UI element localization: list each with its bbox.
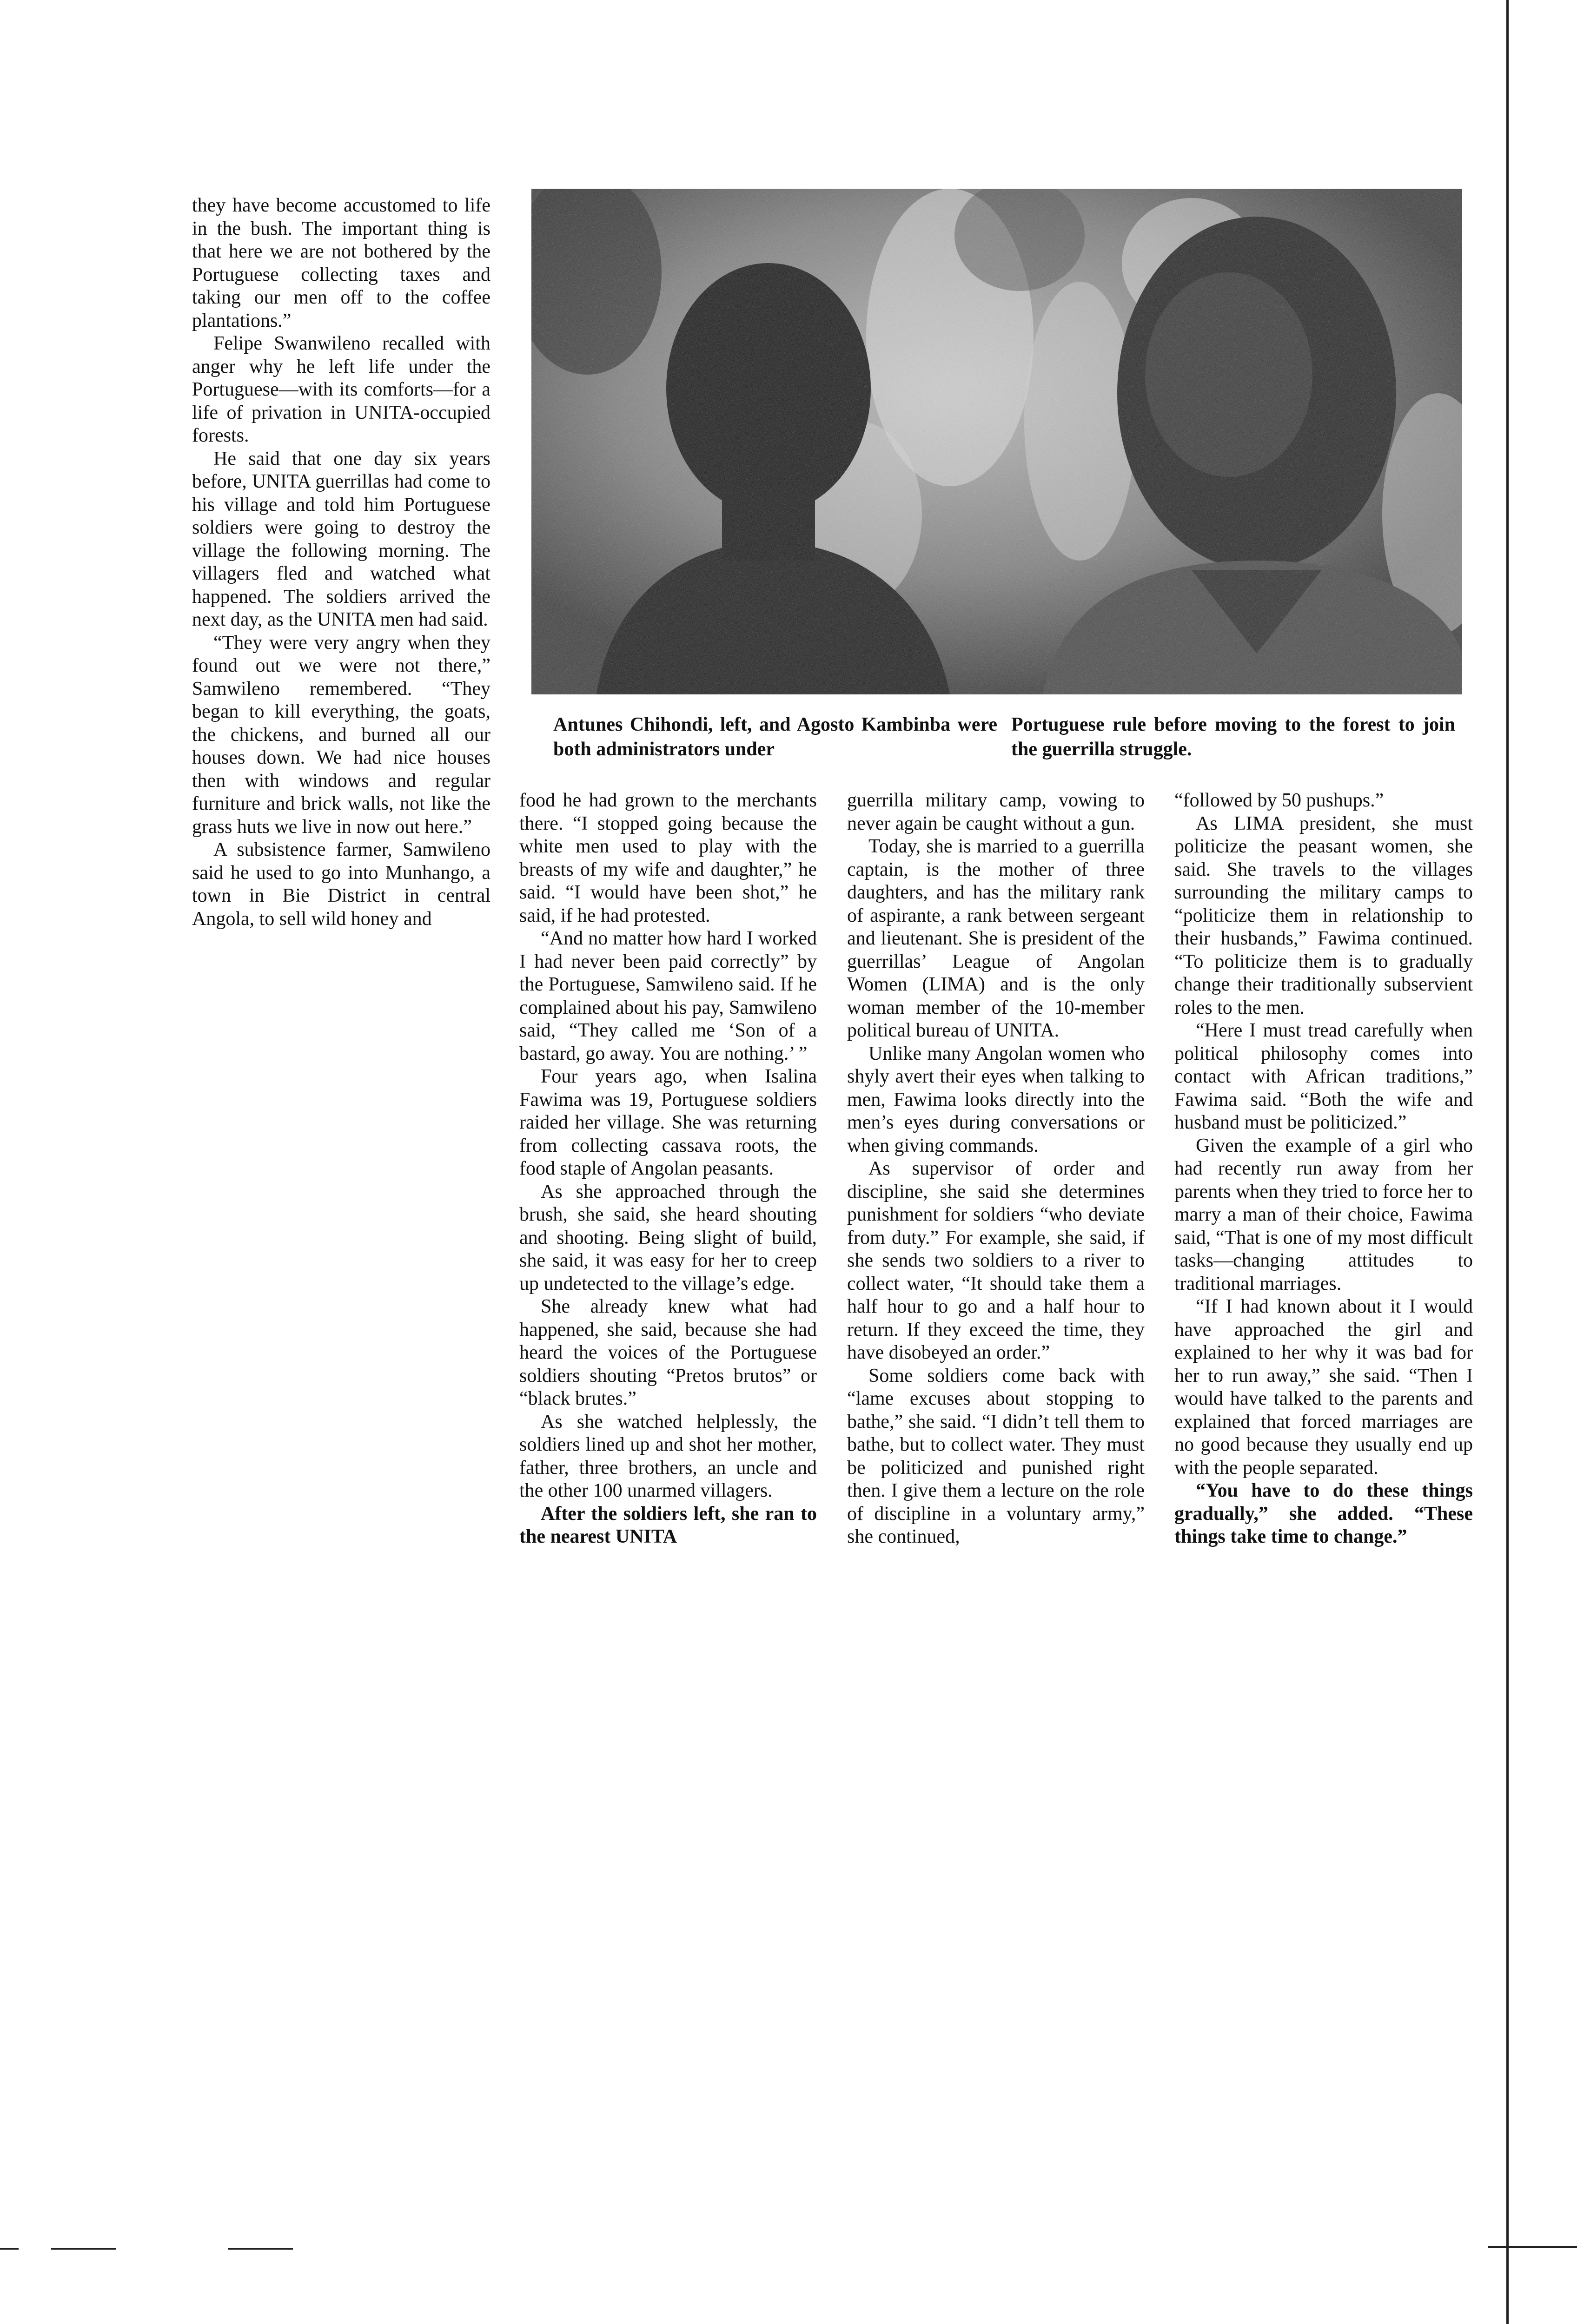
article-column-4 (1174, 789, 1473, 1549)
photo-caption-left: Antunes Chihondi, left, and Agosto Kambinba were both administrators under (553, 714, 997, 760)
article-column-1 (192, 194, 490, 931)
paragraph: Some soldiers come back with “lame excuses about stopping to bathe,” she said. “I didn’t tell them to bathe, but to collect water. They must be politicized and punished right then. I give them a lecture on the role of discipline in a voluntary army,” she continued, (847, 1365, 1145, 1547)
paragraph: As LIMA president, she must politicize the peasant women, she said. She travels to the villages surrounding the military camps to “politicize them in relationship to their husbands,” Fawima continued. “To politicize them is to gradually change their traditionally subservient roles to the men. (1174, 812, 1473, 1018)
article-column-3 (847, 789, 1145, 1549)
paragraph: Unlike many Angolan women who shyly avert their eyes when talking to men, Fawima looks directly into the men’s eyes during conversations or when giving commands. (847, 1043, 1145, 1156)
paragraph: guerrilla military camp, vowing to never again be caught without a gun. (847, 790, 1145, 834)
paragraph: “And no matter how hard I worked I had never been paid correctly” by the Portuguese, Samwileno said. If he complained about his pay, Samwileno said, “They called me ‘Son of a bastard, go away. You are nothing.’ ” (519, 928, 817, 1064)
paragraph: As supervisor of order and discipline, she said she determines punishment for soldiers “who deviate from duty.” For example, she said, if she sends two soldiers to a river to collect water, “It should take them a half hour to go and a half hour to return. If they exceed the time, they have disobeyed an order.” (847, 1158, 1145, 1363)
paragraph: they have become accustomed to life in the bush. The important thing is that here we are not bothered by the Portuguese collecting taxes and taking our men off to the coffee plantations.” (192, 195, 490, 331)
news-photo (531, 189, 1462, 694)
paragraph: food he had grown to the merchants there. “I stopped going because the white men used to play with the breasts of my wife and daughter,” he said. “I would have been shot,” he said, if he had protested. (519, 790, 817, 926)
paragraph: “They were very angry when they found out we were not there,” Samwileno remembered. “They began to kill everything, the goats, the chickens, and burned all our houses down. We had nice houses then with windows and regular furniture and brick walls, not like the grass huts we live in now out here.” (192, 632, 490, 838)
paragraph: Today, she is married to a guerrilla captain, is the mother of three daughters, and has the military rank of aspirante, a rank between sergeant and lieutenant. She is president of the guerrillas’ League of Angolan Women (LIMA) and is the only woman member of the 10-member political bureau of UNITA. (847, 836, 1145, 1041)
paragraph: After the soldiers left, she ran to the nearest UNITA (519, 1503, 817, 1547)
fold-mark (1488, 2246, 1577, 2248)
paragraph: She already knew what had happened, she said, because she had heard the voices of the Portuguese soldiers shouting “Pretos brutos” or “black brutes.” (519, 1296, 817, 1409)
paragraph: A subsistence farmer, Samwileno said he used to go into Munhango, a town in Bie District in central Angola, to sell wild honey and (192, 839, 490, 930)
paragraph: Given the example of a girl who had recently run away from her parents when they tried to force her to marry a man of their choice, Fawima said, “That is one of my most difficult tasks—changing attitudes to traditional marriages. (1174, 1135, 1473, 1294)
paragraph: As she approached through the brush, she said, she heard shouting and shooting. Being slight of build, she said, it was easy for her to creep up undetected to the village’s edge. (519, 1181, 817, 1294)
photo-caption-right: Portuguese rule before moving to the forest to join the guerrilla struggle. (1011, 714, 1455, 760)
paragraph: He said that one day six years before, UNITA guerrillas had come to his village and told him Portuguese soldiers were going to destroy the village the following morning. The villagers fled and watched what happened. The soldiers arrived the next day, as the UNITA men had said. (192, 448, 490, 630)
paragraph: “You have to do these things gradually,” she added. “These things take time to change.” (1174, 1480, 1473, 1547)
article-column-2 (519, 789, 817, 1549)
paragraph: “If I had known about it I would have approached the girl and explained to her why it was bad for her to run away,” she said. “Then I would have talked to the parents and explained that forced marriages are no good because they usually end up with the people separated. (1174, 1296, 1473, 1479)
paragraph: As she watched helplessly, the soldiers lined up and shot her mother, father, three brothers, an uncle and the other 100 unarmed villagers. (519, 1411, 817, 1501)
paragraph: Four years ago, when Isalina Fawima was 19, Portuguese soldiers raided her village. She was returning from collecting cassava roots, the food staple of Angolan peasants. (519, 1066, 817, 1179)
paragraph: Felipe Swanwileno recalled with anger why he left life under the Portuguese—with its comforts—for a life of privation in UNITA-occupied forests. (192, 333, 490, 446)
page-edge-rule (1506, 0, 1509, 2324)
fold-mark (0, 2248, 19, 2250)
paragraph: “Here I must tread carefully when political philosophy comes into contact with African traditions,” Fawima said. “Both the wife and husband must be politicized.” (1174, 1020, 1473, 1133)
fold-mark (228, 2248, 293, 2250)
fold-mark (51, 2248, 116, 2250)
paragraph: “followed by 50 pushups.” (1174, 790, 1384, 811)
